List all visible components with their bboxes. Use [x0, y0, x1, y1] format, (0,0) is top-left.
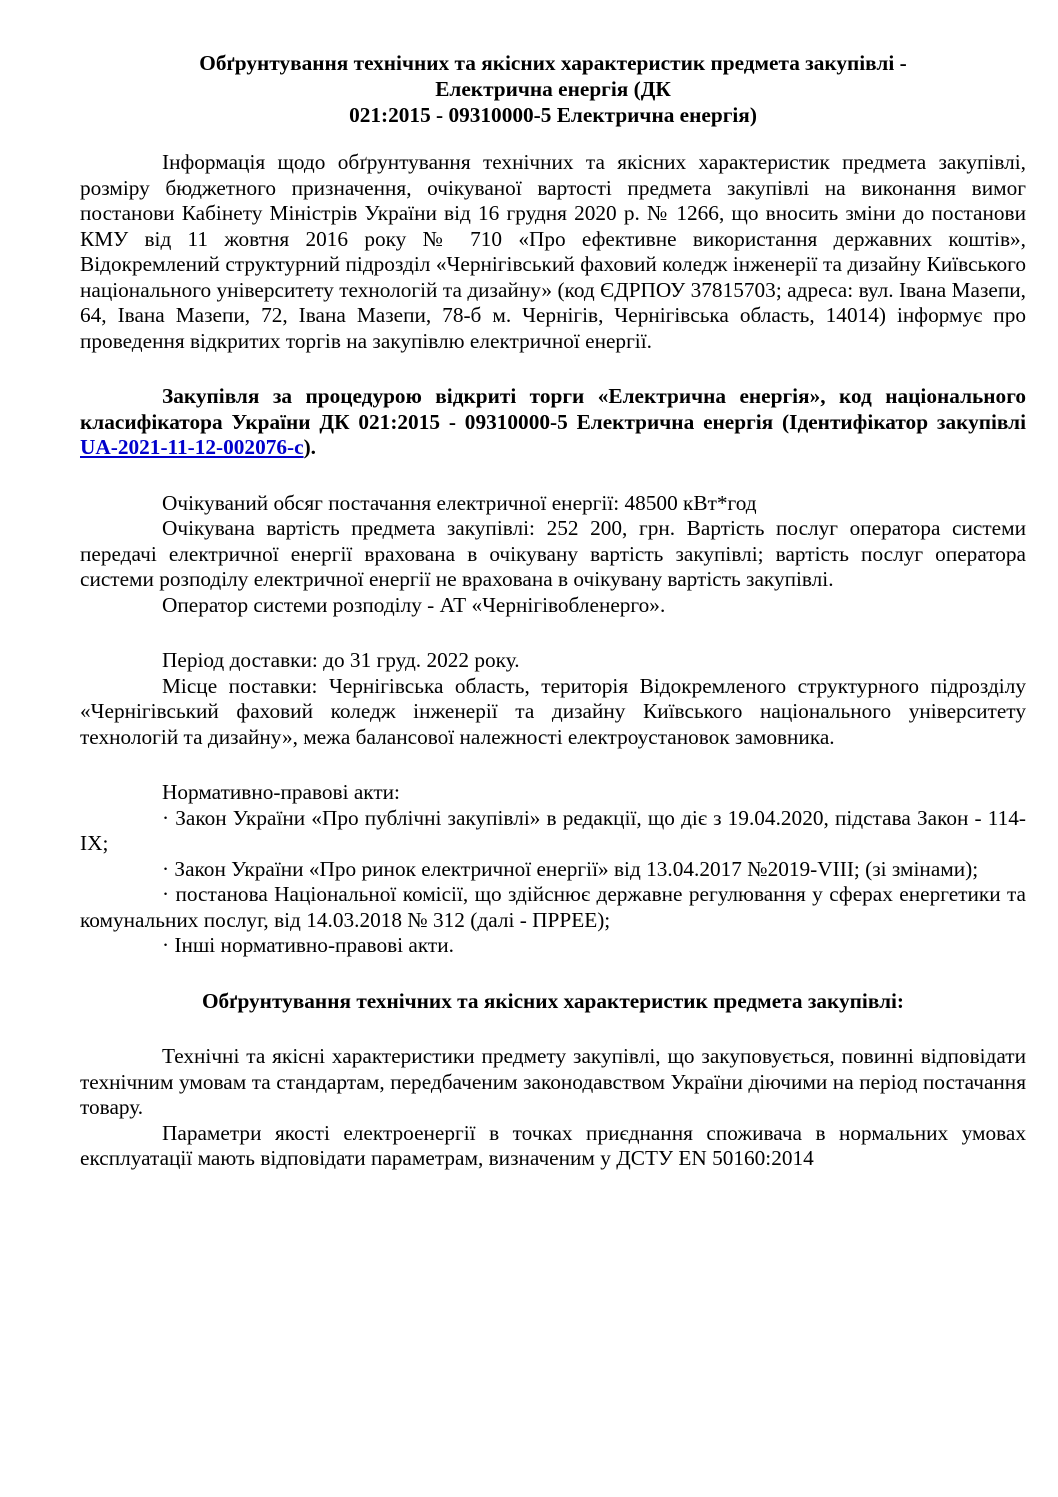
delivery-place-paragraph: Місце поставки: Чернігівська область, територія Відокремленого структурного підрозділу «Чернігівський фаховий коледж інженерії та дизайну Київського національного університету технологій та дизайну», межа балансової належності електроустановок замовника.: [80, 673, 1026, 749]
title-line-3: 021:2015 - 09310000-5 Електрична енергія): [349, 103, 757, 127]
procurement-id-link[interactable]: UA-2021-11-12-002076-c: [80, 435, 304, 459]
legal-act-item: · Інші нормативно-правові акти.: [162, 933, 454, 957]
procurement-paragraph: [80, 384, 1026, 461]
operator-paragraph: Оператор системи розподілу - АТ «Чернігівобленерго».: [162, 592, 666, 617]
justification-heading: Обґрунтування технічних та якісних характеристик предмета закупівлі:: [201, 988, 905, 1013]
legal-acts-heading: Нормативно-правові акти:: [162, 780, 400, 804]
document-title: [80, 50, 1026, 128]
title-line-2: Електрична енергія (ДК: [435, 77, 671, 101]
delivery-period-paragraph: Період доставки: до 31 груд. 2022 року.: [162, 648, 520, 672]
justification-paragraph-2: Параметри якості електроенергії в точках приєднання споживача в нормальних умовах експлуатації мають відповідати параметрам, визначеним у ДСТУ EN 50160:2014: [80, 1120, 1026, 1170]
justification-paragraph-1: Технічні та якісні характеристики предмету закупівлі, що закуповується, повинні відповідати технічним умовам та стандартам, передбаченим законодавством України діючими на період постачання товару.: [80, 1044, 1026, 1119]
volume-paragraph: Очікуваний обсяг постачання електричної енергії: 48500 кВт*год: [162, 490, 757, 515]
procurement-text-end: ).: [303, 435, 316, 459]
cost-paragraph: Очікувана вартість предмета закупівлі: 252 200, грн. Вартість послуг оператора системи передачі електричної енергії врахована в очікувану вартість закупівлі; вартість послуг оператора системи розподілу електричної енергії не врахована в очікувану вартість закупівлі.: [80, 516, 1026, 591]
document-page: [80, 50, 1026, 1172]
title-line-1: Обґрунтування технічних та якісних характеристик предмета закупівлі -: [199, 51, 907, 75]
legal-act-item: · Закон України «Про публічні закупівлі» в редакції, що діє з 19.04.2020, підстава Закон - 114-ІХ;: [80, 805, 1026, 855]
intro-paragraph: Інформація щодо обґрунтування технічних та якісних характеристик предмета закупівлі, розміру бюджетного призначення, очікуваної вартості предмета закупівлі на виконання вимог постанови Кабінету Міністрів України від 16 грудня 2020 р. № 1266, що вносить зміни до постанови КМУ від 11 жовтня 2016 року № 710 «Про ефективне використання державних коштів», Відокремлений структурний підрозділ «Чернігівський фаховий коледж інженерії та дизайну Київського національного університету технологій та дизайну» (код ЄДРПОУ 37815703; адреса: вул. Івана Мазепи, 64, Івана Мазепи, 72, Івана Мазепи, 78-б м. Чернігів, Чернігівська область, 14014) інформує про проведення відкритих торгів на закупівлю електричної енергії.: [80, 150, 1026, 353]
procurement-text: Закупівля за процедурою відкриті торги «Електрична енергія», код національного класифікатора України ДК 021:2015 - 09310000-5 Електрична енергія (Ідентифікатор закупівлі: [80, 384, 1026, 434]
legal-act-item: · Закон України «Про ринок електричної енергії» від 13.04.2017 №2019-VIII; (зі змінами);: [162, 856, 979, 881]
legal-act-item: · постанова Національної комісії, що здійснює державне регулювання у сферах енергетики та комунальних послуг, від 14.03.2018 № 312 (далі - ПРРЕЕ);: [80, 882, 1026, 932]
